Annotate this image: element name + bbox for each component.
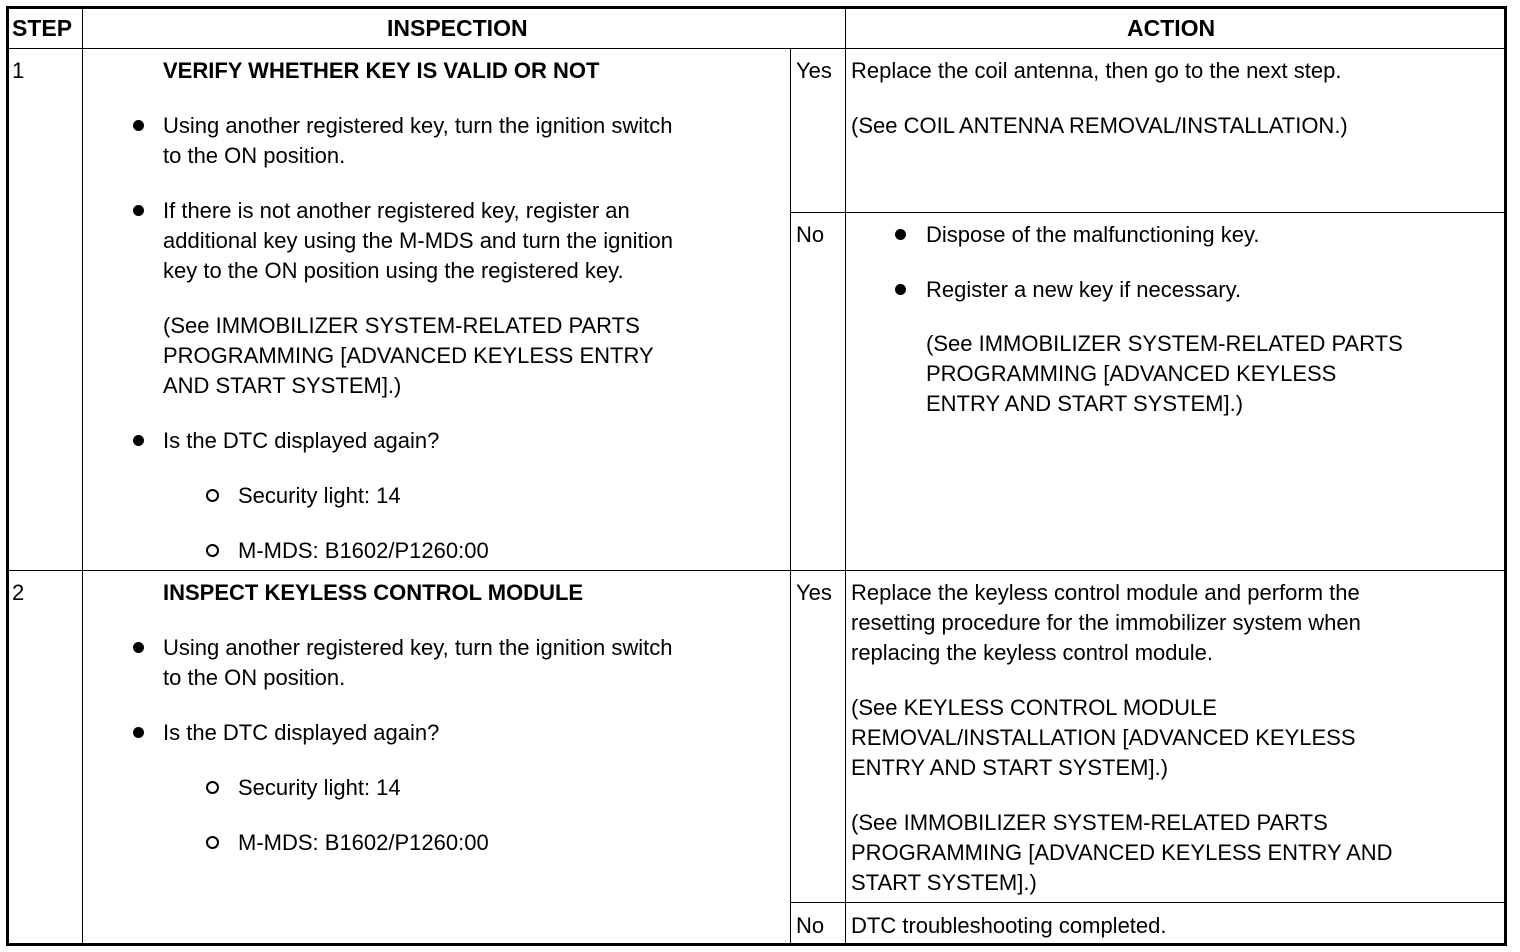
header-action: ACTION bbox=[1127, 15, 1216, 41]
action-reference: REMOVAL/INSTALLATION [ADVANCED KEYLESS bbox=[851, 725, 1356, 750]
no-label: No bbox=[796, 222, 825, 247]
step1-yes-no-divider bbox=[790, 212, 1505, 213]
inspection-line: key to the ON position using the registered key. bbox=[163, 258, 624, 283]
step-column-divider bbox=[82, 8, 83, 944]
inspection-question: Is the DTC displayed again? bbox=[163, 720, 440, 745]
reference-line: AND START SYSTEM].) bbox=[163, 373, 402, 398]
step-title: VERIFY WHETHER KEY IS VALID OR NOT bbox=[163, 58, 600, 83]
header-step: STEP bbox=[12, 15, 73, 41]
bullet-icon bbox=[133, 642, 144, 653]
no-label: No bbox=[796, 913, 825, 938]
circle-bullet-icon bbox=[206, 544, 219, 557]
circle-bullet-icon bbox=[206, 489, 219, 502]
inspection-line: Using another registered key, turn the ignition switch bbox=[163, 113, 673, 138]
action-line: resetting procedure for the immobilizer system when bbox=[851, 610, 1361, 635]
yes-label: Yes bbox=[796, 58, 832, 83]
bullet-icon bbox=[895, 284, 906, 295]
action-reference: PROGRAMMING [ADVANCED KEYLESS bbox=[926, 361, 1337, 386]
action-reference: (See KEYLESS CONTROL MODULE bbox=[851, 695, 1217, 720]
action-line: Replace the keyless control module and perform the bbox=[851, 580, 1360, 605]
bullet-icon bbox=[133, 205, 144, 216]
answer-column-divider bbox=[790, 48, 791, 944]
sub-item: M-MDS: B1602/P1260:00 bbox=[238, 538, 489, 563]
action-reference: ENTRY AND START SYSTEM].) bbox=[851, 755, 1169, 780]
circle-bullet-icon bbox=[206, 836, 219, 849]
sub-item: Security light: 14 bbox=[238, 483, 401, 508]
action-line: Replace the coil antenna, then go to the next step. bbox=[851, 58, 1342, 83]
yes-label: Yes bbox=[796, 580, 832, 605]
header-inspection: INSPECTION bbox=[387, 15, 528, 41]
action-reference: (See COIL ANTENNA REMOVAL/INSTALLATION.) bbox=[851, 113, 1348, 138]
action-reference: ENTRY AND START SYSTEM].) bbox=[926, 391, 1244, 416]
action-line: replacing the keyless control module. bbox=[851, 640, 1213, 665]
action-line: Dispose of the malfunctioning key. bbox=[926, 222, 1260, 247]
inspection-line: additional key using the M-MDS and turn the ignition bbox=[163, 228, 673, 253]
sub-item: Security light: 14 bbox=[238, 775, 401, 800]
reference-line: PROGRAMMING [ADVANCED KEYLESS ENTRY bbox=[163, 343, 654, 368]
bullet-icon bbox=[133, 727, 144, 738]
inspection-line: If there is not another registered key, register an bbox=[163, 198, 630, 223]
inspection-line: Using another registered key, turn the ignition switch bbox=[163, 635, 673, 660]
action-reference: (See IMMOBILIZER SYSTEM-RELATED PARTS bbox=[851, 810, 1328, 835]
step2-yes-no-divider bbox=[790, 902, 1505, 903]
bullet-icon bbox=[133, 120, 144, 131]
header-divider bbox=[8, 48, 1505, 49]
inspection-line: to the ON position. bbox=[163, 665, 346, 690]
action-reference: START SYSTEM].) bbox=[851, 870, 1037, 895]
reference-line: (See IMMOBILIZER SYSTEM-RELATED PARTS bbox=[163, 313, 640, 338]
step-title: INSPECT KEYLESS CONTROL MODULE bbox=[163, 580, 584, 605]
step-number: 1 bbox=[12, 58, 25, 83]
step-divider bbox=[8, 570, 1505, 571]
action-reference: (See IMMOBILIZER SYSTEM-RELATED PARTS bbox=[926, 331, 1403, 356]
inspection-question: Is the DTC displayed again? bbox=[163, 428, 440, 453]
action-reference: PROGRAMMING [ADVANCED KEYLESS ENTRY AND bbox=[851, 840, 1393, 865]
action-line: Register a new key if necessary. bbox=[926, 277, 1242, 302]
bullet-icon bbox=[895, 229, 906, 240]
action-column-divider bbox=[845, 8, 846, 944]
sub-item: M-MDS: B1602/P1260:00 bbox=[238, 830, 489, 855]
bullet-icon bbox=[133, 435, 144, 446]
circle-bullet-icon bbox=[206, 781, 219, 794]
action-line: DTC troubleshooting completed. bbox=[851, 913, 1167, 938]
step-number: 2 bbox=[12, 580, 25, 605]
inspection-line: to the ON position. bbox=[163, 143, 346, 168]
